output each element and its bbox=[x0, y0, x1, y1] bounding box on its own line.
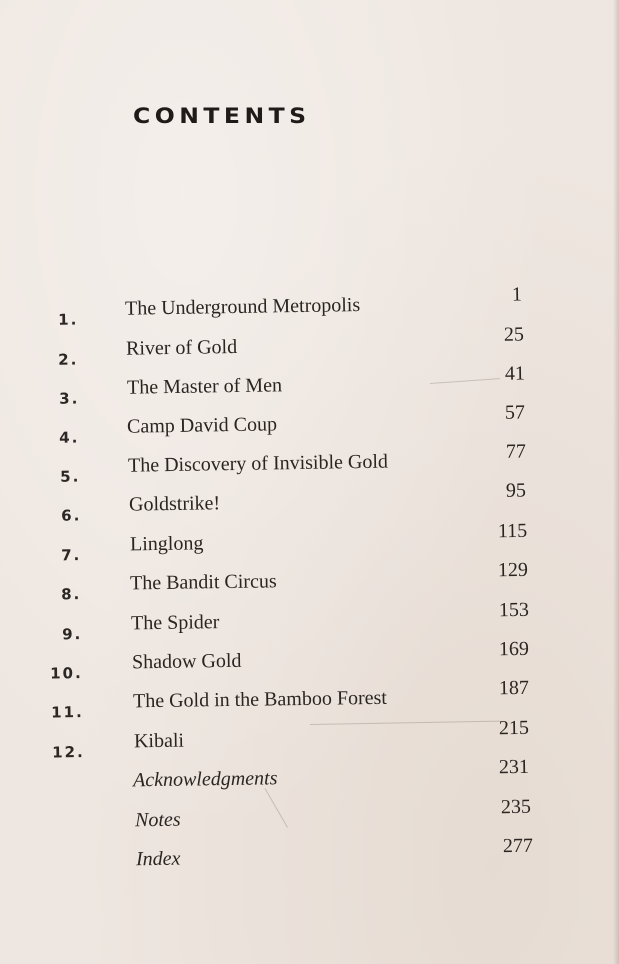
page-number: 277 bbox=[502, 834, 534, 858]
toc-entry bbox=[0, 323, 619, 369]
chapter-number: 4. bbox=[59, 428, 80, 447]
page-number: 235 bbox=[500, 795, 532, 819]
chapter-title: The Discovery of Invisible Gold bbox=[127, 450, 389, 477]
toc-entry bbox=[0, 834, 619, 879]
chapter-number: 5. bbox=[60, 467, 81, 486]
toc-entry bbox=[0, 637, 619, 683]
toc-entry bbox=[0, 755, 619, 800]
chapter-title: Goldstrike! bbox=[128, 492, 221, 516]
chapter-number: 2. bbox=[58, 350, 79, 369]
chapter-number: 9. bbox=[62, 625, 83, 644]
page-number: 215 bbox=[498, 716, 530, 740]
page-number: 129 bbox=[497, 558, 529, 582]
chapter-title: The Master of Men bbox=[126, 374, 283, 399]
toc-entry bbox=[0, 440, 619, 486]
page-number: 169 bbox=[498, 637, 530, 661]
toc-entry bbox=[0, 401, 619, 447]
chapter-number: 8. bbox=[61, 585, 82, 604]
chapter-number: 7. bbox=[61, 546, 82, 565]
chapter-title: Shadow Gold bbox=[131, 649, 242, 674]
chapter-title: The Bandit Circus bbox=[129, 570, 277, 595]
chapter-number: 10. bbox=[50, 664, 83, 683]
toc-entry bbox=[0, 479, 619, 525]
chapter-title: River of Gold bbox=[125, 335, 238, 360]
toc-entry bbox=[0, 283, 619, 329]
page-number: 41 bbox=[504, 362, 526, 385]
chapter-title: Notes bbox=[134, 808, 181, 832]
page-number: 77 bbox=[505, 440, 527, 463]
chapter-title: Camp David Coup bbox=[126, 413, 278, 438]
page-number: 231 bbox=[498, 755, 530, 779]
chapter-title: Index bbox=[135, 847, 181, 871]
chapter-number: 12. bbox=[52, 743, 85, 762]
page-number: 95 bbox=[505, 479, 527, 502]
page-number: 187 bbox=[498, 676, 530, 700]
toc-entry bbox=[0, 362, 619, 408]
chapter-title: The Underground Metropolis bbox=[124, 294, 361, 320]
chapter-title: Acknowledgments bbox=[132, 767, 278, 792]
page-number: 153 bbox=[498, 598, 530, 622]
chapter-number: 3. bbox=[59, 389, 80, 408]
chapter-number: 11. bbox=[51, 703, 84, 722]
page-number: 1 bbox=[511, 283, 523, 306]
chapter-number: 1. bbox=[58, 310, 79, 329]
chapter-number: 6. bbox=[61, 506, 82, 525]
chapter-title: Linglong bbox=[129, 532, 204, 556]
toc-entry bbox=[0, 519, 619, 565]
toc-entry bbox=[0, 558, 619, 604]
chapter-title: The Spider bbox=[130, 611, 220, 635]
page-title: contents bbox=[133, 96, 311, 131]
toc-entry bbox=[0, 676, 619, 722]
page-number: 57 bbox=[504, 401, 526, 424]
toc-entry bbox=[0, 795, 619, 840]
toc-entry bbox=[0, 716, 619, 762]
toc-entry bbox=[0, 598, 619, 644]
page-number: 25 bbox=[503, 323, 525, 346]
chapter-title: Kibali bbox=[133, 729, 185, 753]
chapter-title: The Gold in the Bamboo Forest bbox=[132, 686, 388, 713]
page-number: 115 bbox=[497, 519, 528, 543]
